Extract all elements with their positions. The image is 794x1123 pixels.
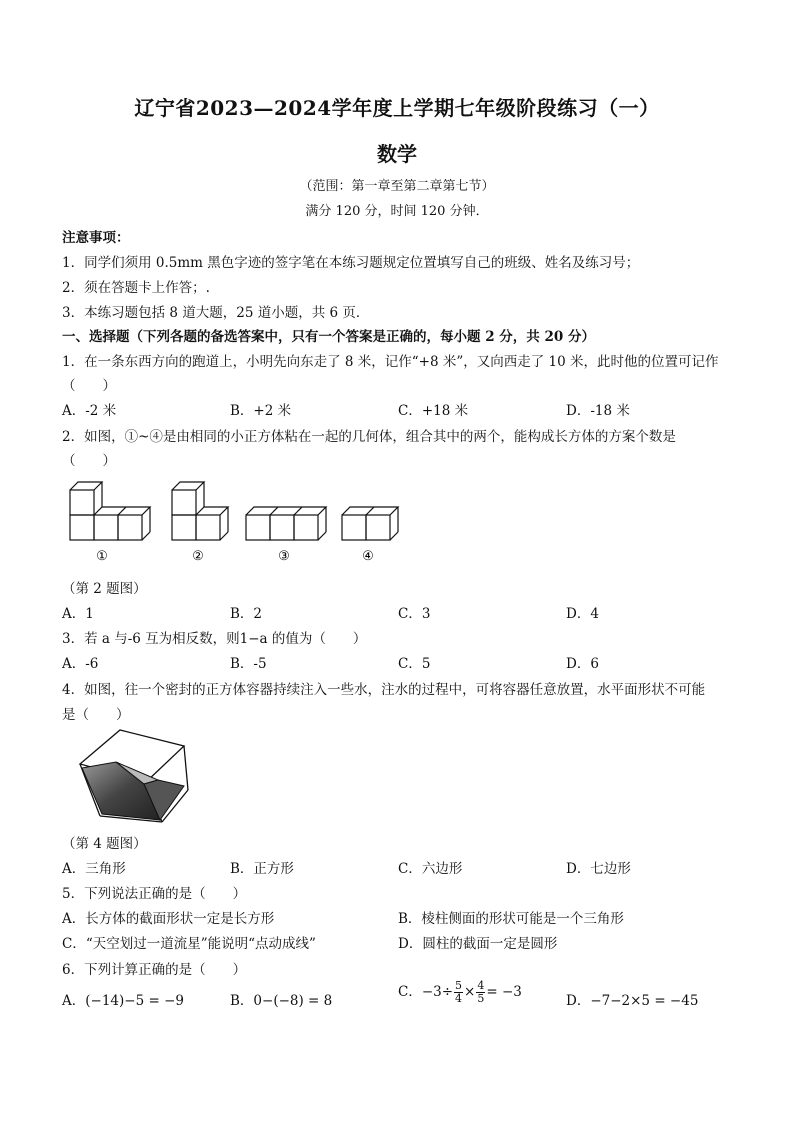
q2-option-a: A．1 — [62, 606, 94, 622]
q6-option-b: B．0−(−8) = 8 — [230, 993, 333, 1009]
q6-text: 6．下列计算正确的是（ ） — [62, 962, 247, 978]
solid-2 — [172, 482, 228, 540]
q4-option-c: C．六边形 — [398, 861, 463, 877]
q3-option-b: B．-5 — [230, 656, 267, 672]
q2-text: 2．如图，①~④是由相同的小正方体粘在一起的几何体，组合其中的两个，能构成长方体的方案个数是 — [62, 429, 676, 445]
note-item-3: 3．本练习题包括 8 道大题，25 道小题，共 6 页． — [62, 305, 370, 321]
q5-option-a: A．长方体的截面形状一定是长方形 — [62, 911, 275, 927]
note-item-2: 2．须在答题卡上作答；. — [62, 280, 210, 296]
q1-option-c: C．+18 米 — [398, 403, 469, 419]
section1-heading: 一、选择题（下列各题的备选答案中，只有一个答案是正确的，每小题 2 分，共 20 分） — [62, 329, 595, 345]
solid-4 — [342, 507, 398, 540]
q2-option-d: D．4 — [566, 606, 599, 622]
q2-figure — [62, 478, 412, 568]
notes-heading: 注意事项： — [62, 230, 130, 246]
q4-cube-figure — [72, 724, 192, 824]
note-item-1: 1．同学们须用 0.5mm 黑色字迹的签字笔在本练习题规定位置填写自己的班级、姓名及练习号； — [62, 255, 640, 271]
q5-option-d: D．圆柱的截面一定是圆形 — [398, 936, 558, 952]
q6-option-a: A．(−14)−5 = −9 — [62, 993, 184, 1009]
q6-c-fraction-2: $\frac{4}{5}$ — [477, 979, 485, 1005]
q6-option-c — [398, 980, 522, 1005]
page-title: 辽宁省2023—2024学年度上学期七年级阶段练习（一） — [134, 96, 660, 120]
q3-option-c: C．5 — [398, 656, 431, 672]
q4-caption: （第 4 题图） — [62, 836, 147, 852]
q4-option-d: D．七边形 — [566, 861, 631, 877]
q6-option-d: D．−7−2×5 = −45 — [566, 993, 699, 1009]
q5-option-b: B．棱柱侧面的形状可能是一个三角形 — [398, 911, 624, 927]
fig-label-1: ① — [96, 549, 108, 564]
q2-caption: （第 2 题图） — [62, 581, 147, 597]
solid-1 — [70, 482, 150, 540]
fig-label-2: ② — [192, 549, 204, 564]
q3-text: 3．若 a 与-6 互为相反数，则1−a 的值为（ ） — [62, 631, 367, 647]
q4-option-a: A．三角形 — [62, 861, 126, 877]
q3-option-a: A．-6 — [62, 656, 99, 672]
q1-option-a: A．-2 米 — [62, 403, 117, 419]
q1-option-d: D．-18 米 — [566, 403, 630, 419]
q2-option-c: C．3 — [398, 606, 431, 622]
score-time-text: 满分 120 分，时间 120 分钟． — [305, 204, 489, 219]
q6-c-suffix: = −3 — [486, 984, 522, 1000]
solid-3 — [246, 507, 326, 540]
q4-text: 4．如图，往一个密封的正方体容器持续注入一些水，注水的过程中，可将容器任意放置，水平面形状不可能 — [62, 682, 706, 698]
q4-text-2: 是（ ） — [62, 707, 130, 723]
fig-label-4: ④ — [362, 549, 374, 564]
subject-title: 数学 — [377, 142, 417, 166]
q6-c-fraction-1: $\frac{5}{4}$ — [455, 979, 463, 1005]
q1-text: 1．在一条东西方向的跑道上，小明先向东走了 8 米，记作“+8 米”，又向西走了 10 米，此时他的位置可记作 — [62, 354, 719, 370]
q2-blank: （ ） — [62, 453, 116, 469]
q5-option-c: C．“天空划过一道流星”能说明“点动成线” — [62, 936, 316, 952]
q4-option-b: B．正方形 — [230, 861, 294, 877]
scope-text: （范围：第一章至第二章第七节） — [299, 179, 495, 194]
q5-text: 5．下列说法正确的是（ ） — [62, 886, 247, 902]
q6-c-prefix: C．−3÷ — [398, 984, 454, 1000]
q1-option-b: B．+2 米 — [230, 403, 292, 419]
q6-c-times: × — [464, 984, 476, 1000]
q1-blank: （ ） — [62, 378, 116, 394]
q2-option-b: B．2 — [230, 606, 263, 622]
q3-option-d: D．6 — [566, 656, 599, 672]
fig-label-3: ③ — [278, 549, 290, 564]
